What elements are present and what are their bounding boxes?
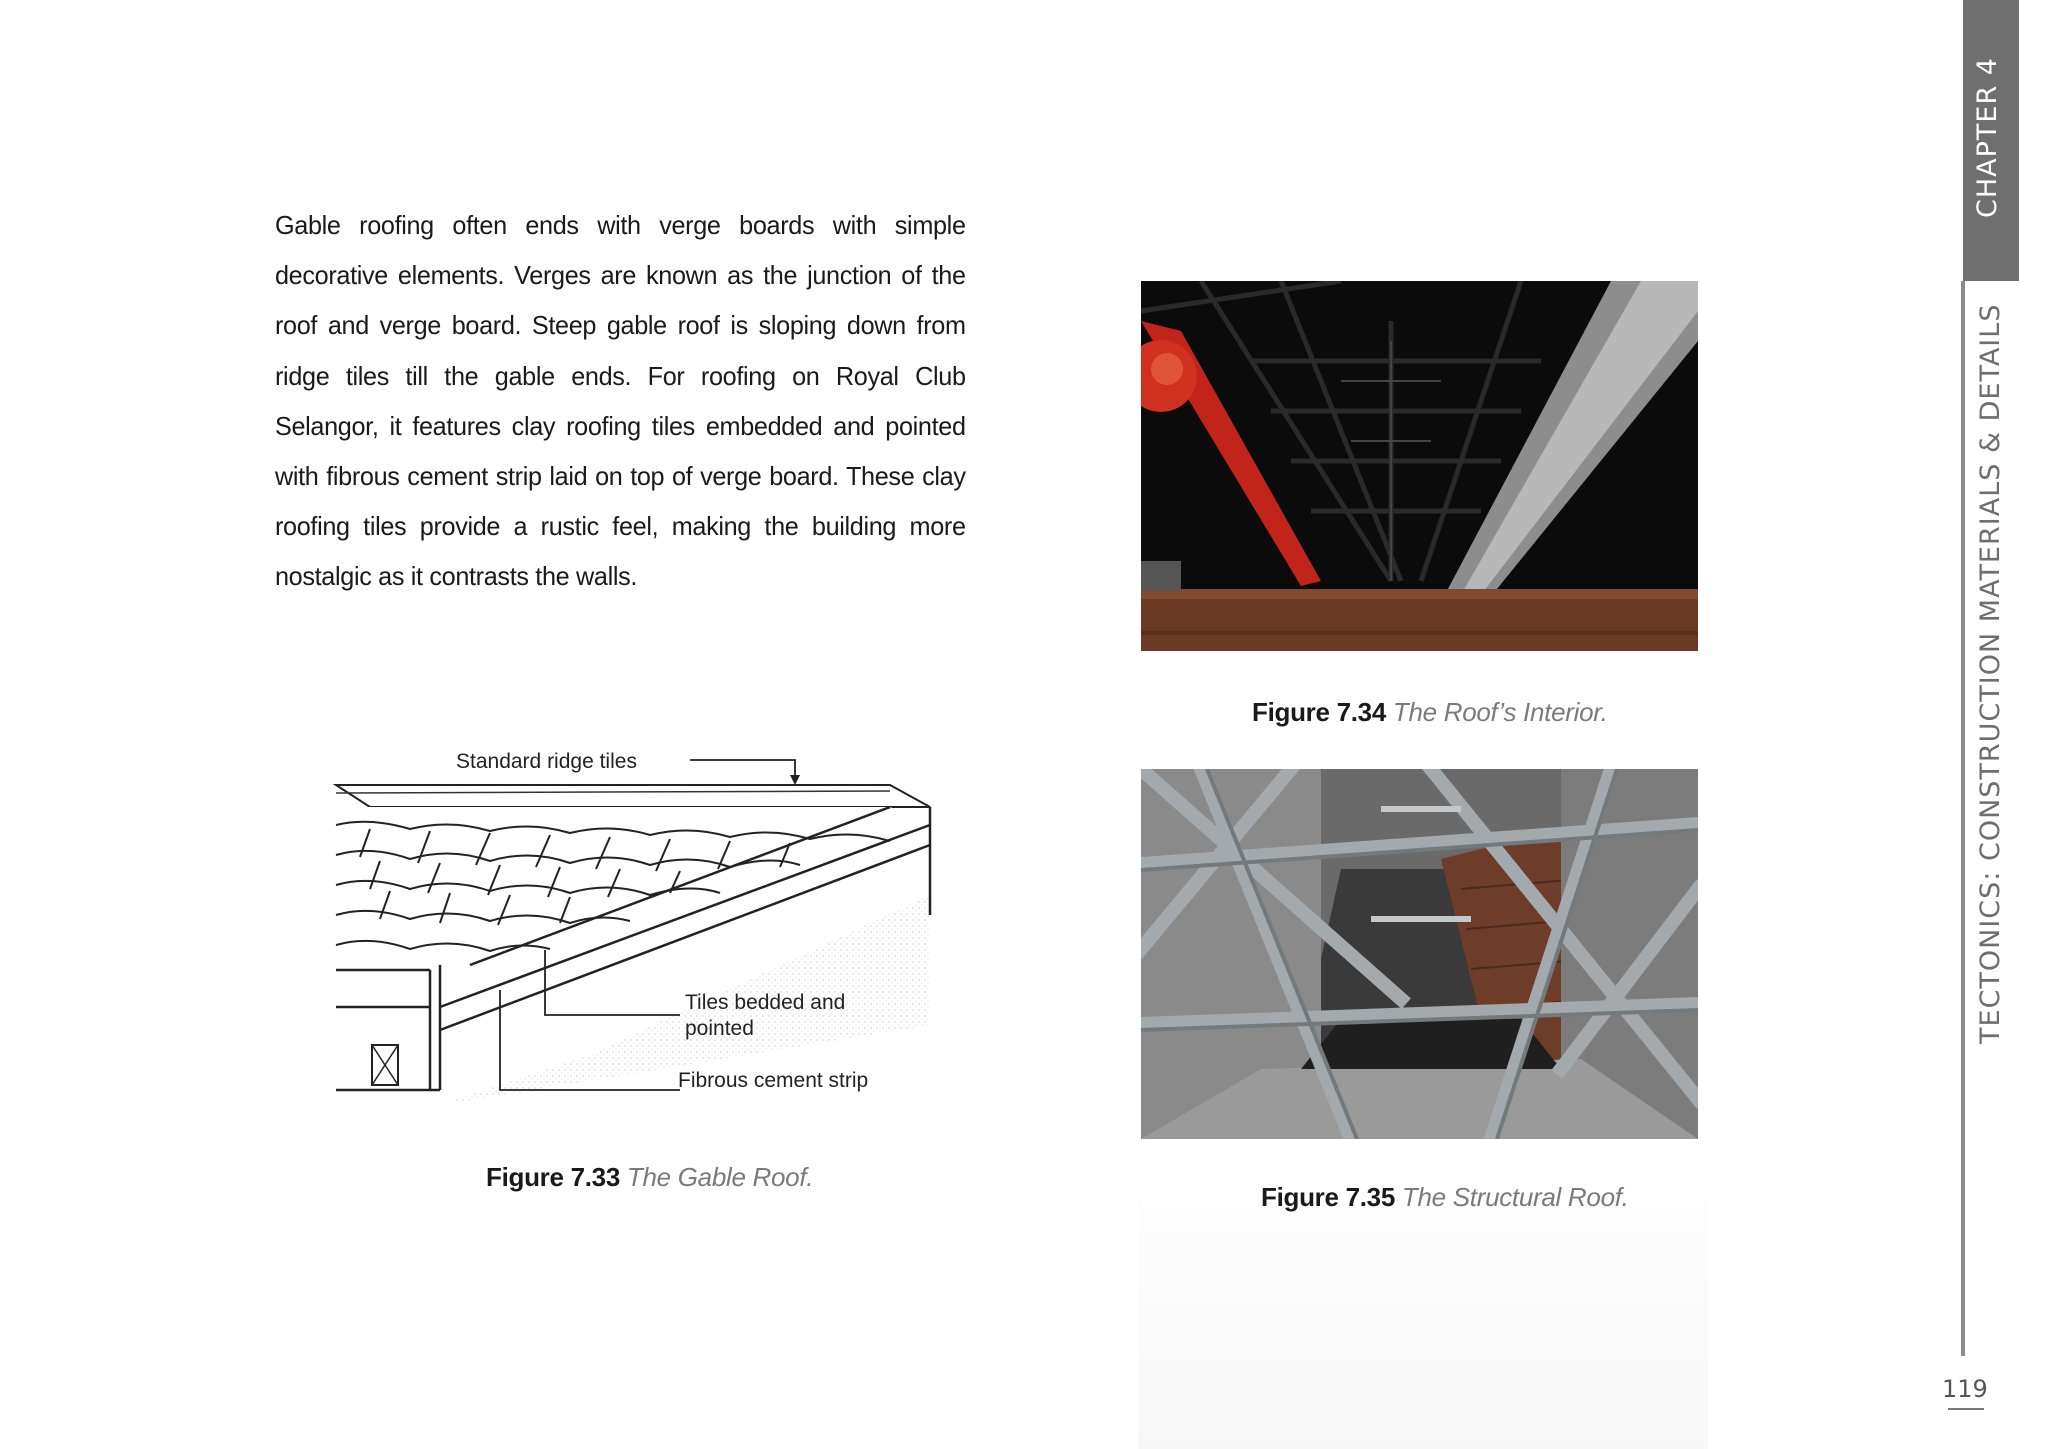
- figure-7-33-caption: [486, 1162, 813, 1193]
- figure-7-34-caption: [1252, 697, 1608, 728]
- section-label: TECTONICS: CONSTRUCTION MATERIALS & DETAILS: [1975, 303, 2006, 1044]
- figure-7-34-number: Figure 7.34: [1252, 697, 1386, 727]
- chapter-tab-rule: [1961, 281, 1965, 1356]
- figure-7-35-number: Figure 7.35: [1261, 1182, 1395, 1212]
- label-fibrous-strip: Fibrous cement strip: [678, 1069, 869, 1092]
- label-ridge-tiles: Standard ridge tiles: [456, 750, 637, 773]
- label-tiles-bedded-1: Tiles bedded and: [685, 991, 846, 1014]
- gable-roof-diagram: [330, 745, 940, 1105]
- page-number-underline: [1948, 1408, 1984, 1410]
- body-paragraph: Gable roofing often ends with verge boards with simple decorative elements. Verges are known as the junction of the roof and verge board. Steep gable roof is sloping down from ridge tiles till the gable ends. For roofing on Royal Club Selangor, it features clay roofing tiles embedded and pointed with fibrous cement strip laid on top of verge board. These clay roofing tiles provide a rustic feel, making the building more nostalgic as it contrasts the walls.: [275, 210, 966, 592]
- structural-roof-photo: [1141, 769, 1698, 1139]
- figure-7-35-caption: [1261, 1182, 1629, 1213]
- figure-7-35-title: The Structural Roof.: [1401, 1182, 1629, 1212]
- roof-interior-photo: [1141, 281, 1698, 651]
- page-number: 119: [1942, 1375, 1988, 1403]
- figure-7-34-title: The Roof’s Interior.: [1392, 697, 1608, 727]
- figure-7-33-title: The Gable Roof.: [626, 1162, 814, 1192]
- label-tiles-bedded-2: pointed: [685, 1017, 754, 1040]
- figure-7-33-number: Figure 7.33: [486, 1162, 620, 1192]
- chapter-label: CHAPTER 4: [1972, 57, 2003, 218]
